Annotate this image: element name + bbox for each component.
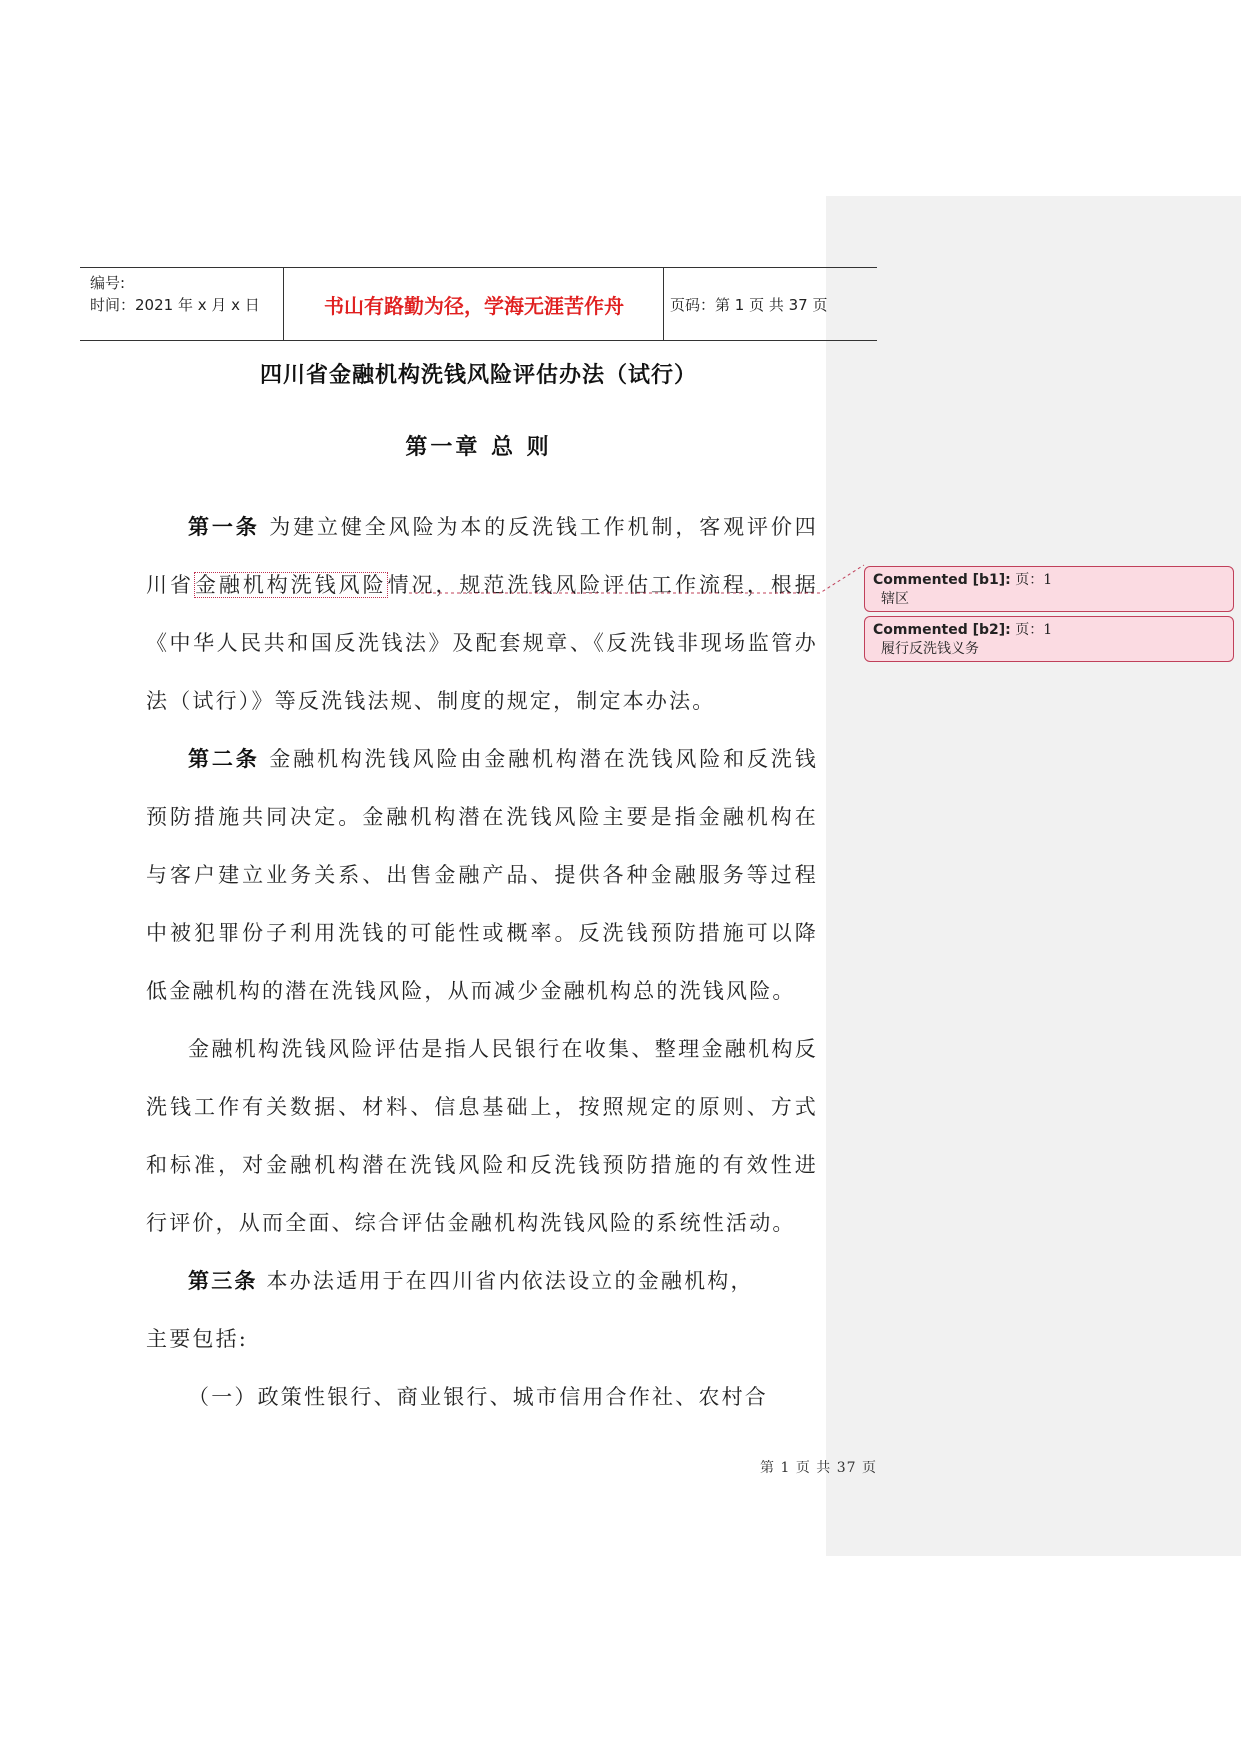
article-2-paragraph-2: 金融机构洗钱风险评估是指人民银行在收集、整理金融机构反洗钱工作有关数据、材料、信息基础上，按照规定的原则、方式和标准，对金融机构潜在洗钱风险和反洗钱预防措施的有效性进行评价，从而全面、综合评估金融机构洗钱风险的系统性活动。 (146, 1037, 818, 1235)
comment-text: 辖区 (881, 591, 909, 607)
header-divider (283, 268, 284, 340)
chapter-heading: 第一章 总 则 (405, 435, 552, 460)
comment-text: 履行反洗钱义务 (881, 641, 979, 657)
article-label: 第一条 (188, 515, 260, 539)
page-footer: 第 1 页 共 37 页 (760, 1460, 877, 1476)
document-body (146, 498, 818, 1426)
time-label: 时间：2021 年 x 月 x 日 (90, 296, 260, 314)
comment-pane (826, 196, 1241, 1556)
comment-balloon[interactable]: Commented [b1]: 页：1 辖区 (864, 566, 1234, 612)
header-motto: 书山有路勤为径，学海无涯苦作舟 (324, 293, 624, 318)
number-label: 编号: (90, 274, 126, 292)
header-meta (90, 272, 260, 316)
document-title: 四川省金融机构洗钱风险评估办法（试行） (259, 363, 697, 388)
commented-text[interactable]: 金融机构洗钱风险 (194, 573, 387, 597)
article-3-continuation: 主要包括: (146, 1327, 249, 1351)
comment-balloon[interactable]: Commented [b2]: 页：1 履行反洗钱义务 (864, 616, 1234, 662)
article-2: 第二条 金融机构洗钱风险由金融机构潜在洗钱风险和反洗钱预防措施共同决定。金融机构潜在洗钱风险主要是指金融机构在与客户建立业务关系、出售金融产品、提供各种金融服务等过程中被犯罪份子利用洗钱的可能性或概率。反洗钱预防措施可以降低金融机构的潜在洗钱风险，从而减少金融机构总的洗钱风险。 (146, 747, 818, 1003)
list-item: （一）政策性银行、商业银行、城市信用合作社、农村合 (188, 1385, 768, 1409)
article-label: 第二条 (188, 747, 260, 771)
header-table (80, 267, 877, 341)
comment-author: Commented [b1]: (873, 572, 1011, 588)
comment-author: Commented [b2]: (873, 622, 1011, 638)
header-page-code: 页码：第 1 页 共 37 页 (670, 295, 828, 314)
header-divider (663, 268, 664, 340)
article-3: 第三条 本办法适用于在四川省内依法设立的金融机构， (188, 1269, 754, 1293)
article-label: 第三条 (188, 1269, 258, 1293)
article-1: 第一条 为建立健全风险为本的反洗钱工作机制，客观评价四川省金融机构洗钱风险情况，规范洗钱风险评估工作流程，根据《中华人民共和国反洗钱法》及配套规章、《反洗钱非现场监管办法（试行）》等反洗钱法规、制度的规定，制定本办法。 (146, 515, 818, 713)
